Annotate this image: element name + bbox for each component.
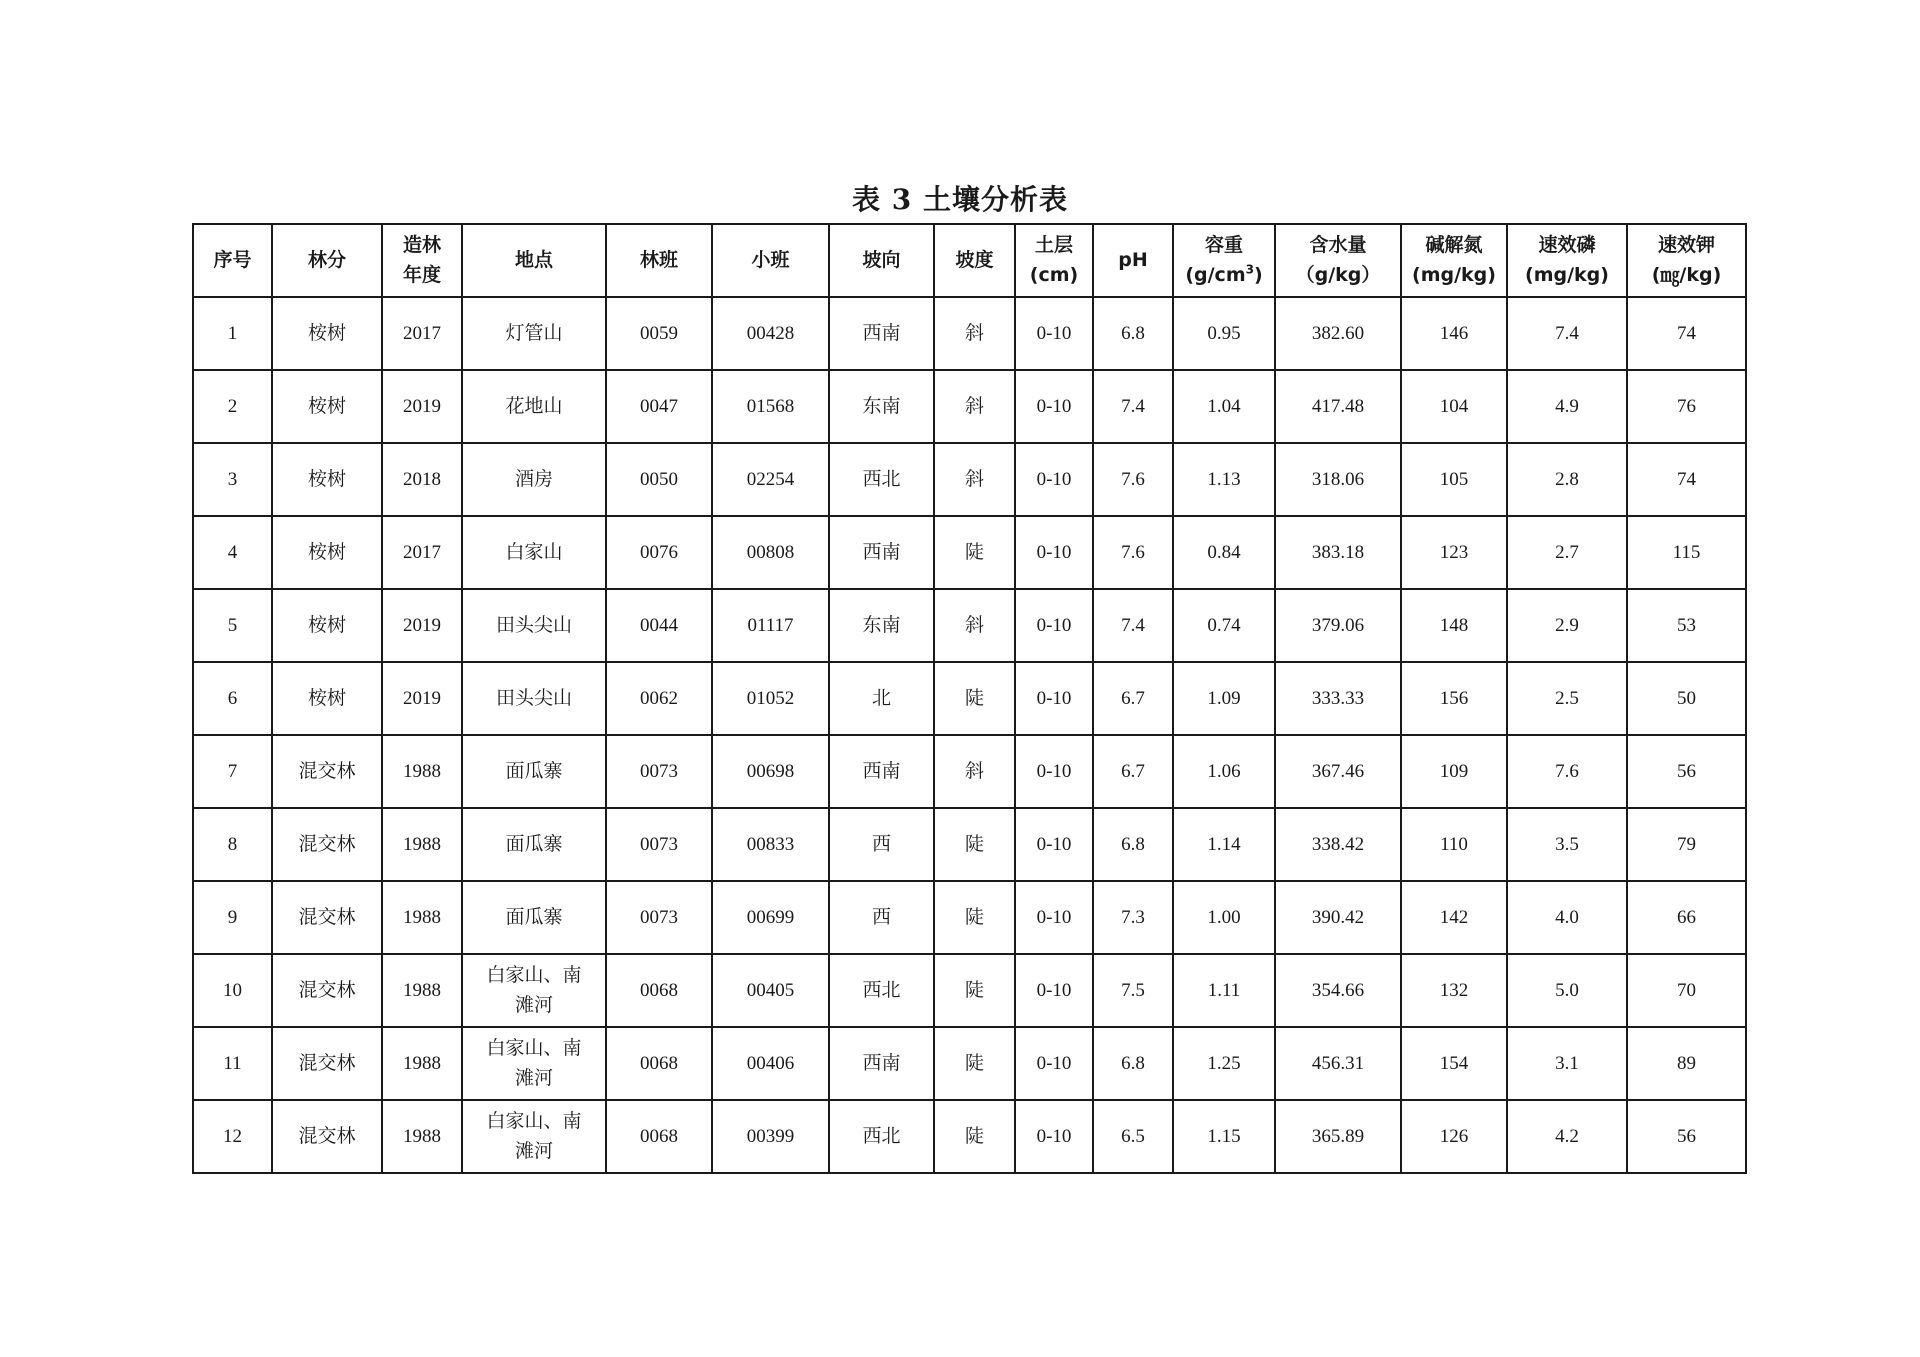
cell-bulk-density: 1.00 bbox=[1173, 881, 1275, 954]
cell-ph: 7.6 bbox=[1093, 443, 1173, 516]
cell-nitrogen: 109 bbox=[1401, 735, 1507, 808]
header-bulk-density-exponent: 3 bbox=[1245, 262, 1254, 277]
cell-year: 2019 bbox=[382, 589, 462, 662]
cell-location-line2: 滩河 bbox=[514, 1140, 553, 1162]
cell-ph: 7.5 bbox=[1093, 954, 1173, 1027]
header-ph: pH bbox=[1093, 224, 1173, 297]
table-body bbox=[193, 297, 1746, 1173]
header-water-content-line1: 含水量 bbox=[1309, 234, 1367, 257]
cell-aspect: 西北 bbox=[829, 1100, 934, 1173]
cell-phosphorus: 3.1 bbox=[1507, 1027, 1627, 1100]
cell-layer: 0-10 bbox=[1015, 589, 1093, 662]
cell-seq: 12 bbox=[193, 1100, 272, 1173]
cell-compartment: 0047 bbox=[606, 370, 712, 443]
cell-nitrogen: 148 bbox=[1401, 589, 1507, 662]
cell-ph: 6.5 bbox=[1093, 1100, 1173, 1173]
cell-location bbox=[462, 808, 606, 881]
cell-nitrogen: 132 bbox=[1401, 954, 1507, 1027]
table-row bbox=[193, 808, 1746, 881]
table-title: 表 3 土壤分析表 bbox=[852, 183, 1068, 216]
cell-layer: 0-10 bbox=[1015, 735, 1093, 808]
cell-potassium: 66 bbox=[1627, 881, 1746, 954]
cell-location-line1: 白家山、南 bbox=[486, 965, 582, 987]
cell-location bbox=[462, 881, 606, 954]
cell-phosphorus: 4.9 bbox=[1507, 370, 1627, 443]
cell-seq: 2 bbox=[193, 370, 272, 443]
cell-layer: 0-10 bbox=[1015, 443, 1093, 516]
cell-ph: 6.7 bbox=[1093, 735, 1173, 808]
cell-bulk-density: 0.74 bbox=[1173, 589, 1275, 662]
cell-year: 1988 bbox=[382, 808, 462, 881]
cell-nitrogen: 142 bbox=[1401, 881, 1507, 954]
cell-location-line2: 滩河 bbox=[514, 994, 553, 1016]
cell-forest-type: 混交林 bbox=[272, 735, 382, 808]
cell-forest-type: 混交林 bbox=[272, 1100, 382, 1173]
cell-slope: 陡 bbox=[934, 516, 1015, 589]
cell-ph: 6.8 bbox=[1093, 808, 1173, 881]
cell-phosphorus: 4.2 bbox=[1507, 1100, 1627, 1173]
cell-phosphorus: 3.5 bbox=[1507, 808, 1627, 881]
cell-compartment: 0059 bbox=[606, 297, 712, 370]
table-row bbox=[193, 370, 1746, 443]
cell-aspect: 西北 bbox=[829, 443, 934, 516]
cell-bulk-density: 0.84 bbox=[1173, 516, 1275, 589]
cell-bulk-density: 1.06 bbox=[1173, 735, 1275, 808]
cell-location bbox=[462, 297, 606, 370]
header-bulk-density-close: ) bbox=[1253, 263, 1263, 286]
cell-location-line2: 滩河 bbox=[514, 1067, 553, 1089]
cell-layer: 0-10 bbox=[1015, 1100, 1093, 1173]
cell-layer: 0-10 bbox=[1015, 881, 1093, 954]
cell-phosphorus: 2.5 bbox=[1507, 662, 1627, 735]
cell-layer: 0-10 bbox=[1015, 954, 1093, 1027]
table-row bbox=[193, 662, 1746, 735]
cell-potassium: 74 bbox=[1627, 297, 1746, 370]
cell-seq: 3 bbox=[193, 443, 272, 516]
cell-ph: 7.4 bbox=[1093, 589, 1173, 662]
cell-location-line1: 灯管山 bbox=[505, 322, 563, 344]
header-alkali-nitrogen bbox=[1401, 224, 1507, 297]
cell-year: 2017 bbox=[382, 516, 462, 589]
cell-subcompartment: 00698 bbox=[712, 735, 829, 808]
cell-location bbox=[462, 735, 606, 808]
cell-layer: 0-10 bbox=[1015, 370, 1093, 443]
header-available-potassium-line2: (㎎/kg) bbox=[1651, 263, 1722, 286]
cell-potassium: 70 bbox=[1627, 954, 1746, 1027]
table-row bbox=[193, 881, 1746, 954]
table-row bbox=[193, 443, 1746, 516]
header-water-content-line2: （g/kg） bbox=[1295, 263, 1381, 286]
header-planting-year-line2: 年度 bbox=[402, 263, 441, 286]
cell-forest-type: 桉树 bbox=[272, 443, 382, 516]
cell-slope: 斜 bbox=[934, 589, 1015, 662]
cell-bulk-density: 1.13 bbox=[1173, 443, 1275, 516]
header-compartment: 林班 bbox=[606, 224, 712, 297]
table-header-row bbox=[193, 224, 1746, 297]
cell-aspect: 东南 bbox=[829, 370, 934, 443]
cell-bulk-density: 1.15 bbox=[1173, 1100, 1275, 1173]
cell-subcompartment: 00833 bbox=[712, 808, 829, 881]
header-available-phosphorus-line1: 速效磷 bbox=[1538, 234, 1596, 257]
cell-water: 379.06 bbox=[1275, 589, 1401, 662]
header-planting-year bbox=[382, 224, 462, 297]
header-alkali-nitrogen-line1: 碱解氮 bbox=[1425, 234, 1483, 257]
cell-seq: 11 bbox=[193, 1027, 272, 1100]
cell-year: 2019 bbox=[382, 662, 462, 735]
cell-slope: 陡 bbox=[934, 662, 1015, 735]
cell-potassium: 53 bbox=[1627, 589, 1746, 662]
cell-bulk-density: 1.04 bbox=[1173, 370, 1275, 443]
cell-location bbox=[462, 516, 606, 589]
table-row bbox=[193, 297, 1746, 370]
cell-water: 456.31 bbox=[1275, 1027, 1401, 1100]
cell-bulk-density: 1.25 bbox=[1173, 1027, 1275, 1100]
cell-subcompartment: 00428 bbox=[712, 297, 829, 370]
cell-water: 318.06 bbox=[1275, 443, 1401, 516]
cell-aspect: 西南 bbox=[829, 1027, 934, 1100]
header-available-potassium bbox=[1627, 224, 1746, 297]
cell-slope: 陡 bbox=[934, 954, 1015, 1027]
cell-subcompartment: 00699 bbox=[712, 881, 829, 954]
cell-compartment: 0068 bbox=[606, 1027, 712, 1100]
cell-seq: 10 bbox=[193, 954, 272, 1027]
header-soil-layer-line2: (cm) bbox=[1029, 263, 1079, 286]
cell-phosphorus: 7.4 bbox=[1507, 297, 1627, 370]
cell-location bbox=[462, 370, 606, 443]
cell-bulk-density: 1.11 bbox=[1173, 954, 1275, 1027]
cell-location bbox=[462, 1100, 606, 1173]
cell-layer: 0-10 bbox=[1015, 1027, 1093, 1100]
cell-forest-type: 桉树 bbox=[272, 297, 382, 370]
cell-subcompartment: 02254 bbox=[712, 443, 829, 516]
cell-location bbox=[462, 589, 606, 662]
cell-phosphorus: 7.6 bbox=[1507, 735, 1627, 808]
cell-potassium: 115 bbox=[1627, 516, 1746, 589]
cell-slope: 斜 bbox=[934, 297, 1015, 370]
cell-compartment: 0073 bbox=[606, 808, 712, 881]
header-available-phosphorus bbox=[1507, 224, 1627, 297]
cell-subcompartment: 01052 bbox=[712, 662, 829, 735]
cell-seq: 8 bbox=[193, 808, 272, 881]
cell-slope: 陡 bbox=[934, 1027, 1015, 1100]
cell-compartment: 0076 bbox=[606, 516, 712, 589]
cell-location-line1: 白家山、南 bbox=[486, 1111, 582, 1133]
cell-compartment: 0068 bbox=[606, 1100, 712, 1173]
header-bulk-density-line1: 容重 bbox=[1204, 234, 1243, 257]
cell-aspect: 西 bbox=[829, 808, 934, 881]
cell-potassium: 50 bbox=[1627, 662, 1746, 735]
table-row bbox=[193, 1100, 1746, 1173]
cell-location-line1: 面瓜寨 bbox=[505, 833, 563, 855]
cell-forest-type: 桉树 bbox=[272, 589, 382, 662]
cell-phosphorus: 2.7 bbox=[1507, 516, 1627, 589]
table-row bbox=[193, 589, 1746, 662]
cell-location-line1: 白家山 bbox=[505, 541, 563, 563]
header-seq: 序号 bbox=[193, 224, 272, 297]
cell-nitrogen: 154 bbox=[1401, 1027, 1507, 1100]
cell-location-line1: 花地山 bbox=[505, 395, 563, 417]
cell-water: 367.46 bbox=[1275, 735, 1401, 808]
cell-compartment: 0050 bbox=[606, 443, 712, 516]
cell-location bbox=[462, 954, 606, 1027]
cell-year: 1988 bbox=[382, 954, 462, 1027]
header-subcompartment: 小班 bbox=[712, 224, 829, 297]
cell-slope: 斜 bbox=[934, 735, 1015, 808]
cell-aspect: 西南 bbox=[829, 735, 934, 808]
cell-water: 365.89 bbox=[1275, 1100, 1401, 1173]
header-location: 地点 bbox=[462, 224, 606, 297]
cell-location-line1: 酒房 bbox=[514, 468, 553, 490]
cell-slope: 陡 bbox=[934, 1100, 1015, 1173]
cell-forest-type: 混交林 bbox=[272, 954, 382, 1027]
table-row bbox=[193, 954, 1746, 1027]
cell-aspect: 西南 bbox=[829, 297, 934, 370]
header-available-potassium-line1: 速效钾 bbox=[1657, 234, 1715, 257]
cell-slope: 陡 bbox=[934, 881, 1015, 954]
cell-nitrogen: 105 bbox=[1401, 443, 1507, 516]
table-row bbox=[193, 735, 1746, 808]
cell-water: 417.48 bbox=[1275, 370, 1401, 443]
cell-seq: 1 bbox=[193, 297, 272, 370]
table-row bbox=[193, 516, 1746, 589]
cell-location-line1: 田头尖山 bbox=[495, 614, 572, 636]
cell-aspect: 北 bbox=[829, 662, 934, 735]
cell-ph: 6.8 bbox=[1093, 1027, 1173, 1100]
cell-forest-type: 桉树 bbox=[272, 516, 382, 589]
cell-slope: 斜 bbox=[934, 443, 1015, 516]
header-available-phosphorus-line2: (mg/kg) bbox=[1525, 263, 1609, 286]
cell-forest-type: 混交林 bbox=[272, 881, 382, 954]
cell-nitrogen: 123 bbox=[1401, 516, 1507, 589]
header-planting-year-line1: 造林 bbox=[402, 234, 441, 257]
header-aspect: 坡向 bbox=[829, 224, 934, 297]
cell-layer: 0-10 bbox=[1015, 808, 1093, 881]
cell-phosphorus: 2.8 bbox=[1507, 443, 1627, 516]
cell-year: 2019 bbox=[382, 370, 462, 443]
header-bulk-density bbox=[1173, 224, 1275, 297]
cell-compartment: 0044 bbox=[606, 589, 712, 662]
cell-compartment: 0062 bbox=[606, 662, 712, 735]
cell-water: 382.60 bbox=[1275, 297, 1401, 370]
cell-water: 333.33 bbox=[1275, 662, 1401, 735]
cell-ph: 7.6 bbox=[1093, 516, 1173, 589]
header-forest-type: 林分 bbox=[272, 224, 382, 297]
header-bulk-density-line2 bbox=[1174, 261, 1274, 290]
cell-location-line1: 面瓜寨 bbox=[505, 760, 563, 782]
cell-location-line1: 白家山、南 bbox=[486, 1038, 582, 1060]
cell-location bbox=[462, 662, 606, 735]
cell-location bbox=[462, 1027, 606, 1100]
cell-subcompartment: 01117 bbox=[712, 589, 829, 662]
cell-seq: 4 bbox=[193, 516, 272, 589]
cell-layer: 0-10 bbox=[1015, 662, 1093, 735]
cell-layer: 0-10 bbox=[1015, 516, 1093, 589]
cell-nitrogen: 146 bbox=[1401, 297, 1507, 370]
cell-slope: 斜 bbox=[934, 370, 1015, 443]
cell-compartment: 0073 bbox=[606, 881, 712, 954]
cell-layer: 0-10 bbox=[1015, 297, 1093, 370]
cell-water: 338.42 bbox=[1275, 808, 1401, 881]
cell-water: 354.66 bbox=[1275, 954, 1401, 1027]
cell-seq: 5 bbox=[193, 589, 272, 662]
cell-year: 1988 bbox=[382, 735, 462, 808]
cell-aspect: 东南 bbox=[829, 589, 934, 662]
cell-ph: 6.8 bbox=[1093, 297, 1173, 370]
cell-potassium: 76 bbox=[1627, 370, 1746, 443]
cell-year: 1988 bbox=[382, 1100, 462, 1173]
cell-bulk-density: 0.95 bbox=[1173, 297, 1275, 370]
cell-potassium: 56 bbox=[1627, 735, 1746, 808]
cell-year: 1988 bbox=[382, 1027, 462, 1100]
cell-nitrogen: 156 bbox=[1401, 662, 1507, 735]
header-water-content bbox=[1275, 224, 1401, 297]
cell-location-line1: 田头尖山 bbox=[495, 687, 572, 709]
cell-forest-type: 混交林 bbox=[272, 1027, 382, 1100]
cell-subcompartment: 00808 bbox=[712, 516, 829, 589]
cell-seq: 6 bbox=[193, 662, 272, 735]
cell-year: 1988 bbox=[382, 881, 462, 954]
cell-nitrogen: 126 bbox=[1401, 1100, 1507, 1173]
cell-compartment: 0068 bbox=[606, 954, 712, 1027]
cell-subcompartment: 01568 bbox=[712, 370, 829, 443]
header-slope: 坡度 bbox=[934, 224, 1015, 297]
cell-phosphorus: 4.0 bbox=[1507, 881, 1627, 954]
soil-analysis-table bbox=[192, 223, 1747, 1174]
cell-seq: 9 bbox=[193, 881, 272, 954]
cell-year: 2017 bbox=[382, 297, 462, 370]
cell-location bbox=[462, 443, 606, 516]
cell-potassium: 79 bbox=[1627, 808, 1746, 881]
table-row bbox=[193, 1027, 1746, 1100]
cell-seq: 7 bbox=[193, 735, 272, 808]
cell-compartment: 0073 bbox=[606, 735, 712, 808]
cell-aspect: 西南 bbox=[829, 516, 934, 589]
cell-subcompartment: 00406 bbox=[712, 1027, 829, 1100]
cell-nitrogen: 104 bbox=[1401, 370, 1507, 443]
cell-ph: 6.7 bbox=[1093, 662, 1173, 735]
cell-water: 383.18 bbox=[1275, 516, 1401, 589]
cell-forest-type: 混交林 bbox=[272, 808, 382, 881]
cell-potassium: 56 bbox=[1627, 1100, 1746, 1173]
cell-forest-type: 桉树 bbox=[272, 662, 382, 735]
cell-forest-type: 桉树 bbox=[272, 370, 382, 443]
cell-slope: 陡 bbox=[934, 808, 1015, 881]
cell-bulk-density: 1.09 bbox=[1173, 662, 1275, 735]
cell-potassium: 74 bbox=[1627, 443, 1746, 516]
cell-ph: 7.3 bbox=[1093, 881, 1173, 954]
cell-aspect: 西 bbox=[829, 881, 934, 954]
cell-aspect: 西北 bbox=[829, 954, 934, 1027]
cell-subcompartment: 00405 bbox=[712, 954, 829, 1027]
cell-ph: 7.4 bbox=[1093, 370, 1173, 443]
cell-phosphorus: 2.9 bbox=[1507, 589, 1627, 662]
cell-subcompartment: 00399 bbox=[712, 1100, 829, 1173]
cell-potassium: 89 bbox=[1627, 1027, 1746, 1100]
cell-water: 390.42 bbox=[1275, 881, 1401, 954]
cell-nitrogen: 110 bbox=[1401, 808, 1507, 881]
header-bulk-density-unit: (g/cm bbox=[1185, 263, 1246, 286]
cell-location-line1: 面瓜寨 bbox=[505, 906, 563, 928]
header-alkali-nitrogen-line2: (mg/kg) bbox=[1412, 263, 1496, 286]
header-soil-layer-line1: 土层 bbox=[1034, 234, 1073, 257]
header-soil-layer bbox=[1015, 224, 1093, 297]
cell-bulk-density: 1.14 bbox=[1173, 808, 1275, 881]
cell-year: 2018 bbox=[382, 443, 462, 516]
cell-phosphorus: 5.0 bbox=[1507, 954, 1627, 1027]
